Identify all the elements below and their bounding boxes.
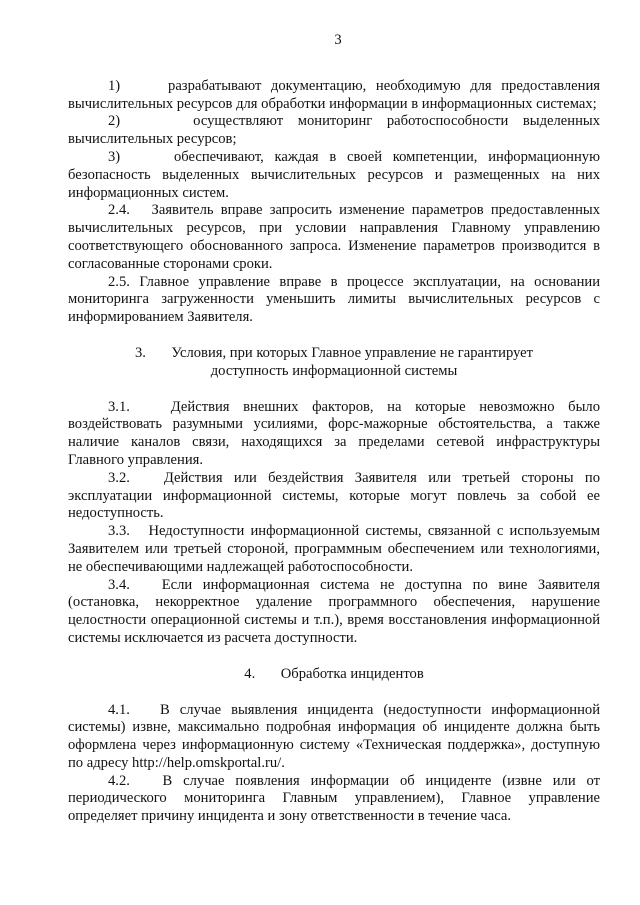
list-item: 3) обеспечивают, каждая в своей компетенции, информационную безопасность выделенных вычислительных ресурсов и размещенных на них информационных систем. <box>68 148 600 201</box>
page-number: 3 <box>334 32 342 48</box>
section4-heading: 4. Обработка инцидентов <box>244 665 424 682</box>
clause-2-4: 2.4. Заявитель вправе запросить изменение параметров предоставленных вычислительных ресурсов, при условии направления Главному управлению соответствующего обоснованного запроса. Изменение параметров производится в согласованные сторонами сроки. <box>68 202 600 272</box>
clause-4-2: 4.2. В случае появления информации об инциденте (извне или от периодического мониторинга Главным управлением), Главное управление определяет причину инцидента и зону ответственности в течение часа. <box>68 772 600 825</box>
section4 <box>68 666 600 826</box>
list-item: 1) разрабатывают документацию, необходимую для предоставления вычислительных ресурсов для обработки информации в информационных системах; <box>68 77 600 112</box>
list-item: 2) осуществляют мониторинг работоспособности выделенных вычислительных ресурсов; <box>68 113 600 148</box>
clause-3-3: 3.3. Недоступности информационной системы, связанной с используемым Заявителем или третьей стороной, программным обеспечением или технологиями, не обеспечивающими надлежащей работоспособности. <box>68 523 600 575</box>
clause-3-4: 3.4. Если информационная система не доступна по вине Заявителя (остановка, некорректное удаление программного обеспечения, нарушение целостности операционной системы и т.п.), время восстановления информационной системы исключается из расчета доступности. <box>68 576 600 646</box>
section3-heading-line1: 3. Условия, при которых Главное управление не гарантирует <box>134 344 534 361</box>
clause-4-1: 4.1. В случае выявления инцидента (недоступности информационной системы) извне, максимально подробная информация об инциденте должна быть оформлена через информационную систему «Техническая поддержка», доступную по адресу http://help.omskportal.ru/. <box>68 701 600 771</box>
clause-3-2: 3.2. Действия или бездействия Заявителя или третьей стороны по эксплуатации информационной системы, которые могут повлечь за собой ее недоступность. <box>68 469 600 522</box>
section3-heading-line2: доступность информационной системы <box>210 362 458 379</box>
section2-continuation <box>68 78 600 327</box>
section3 <box>68 345 600 648</box>
clause-2-5: 2.5. Главное управление вправе в процессе эксплуатации, на основании мониторинга загруженности уменьшить лимиты вычислительных ресурсов с информированием Заявителя. <box>68 273 600 326</box>
clause-3-1: 3.1. Действия внешних факторов, на которые невозможно было воздействовать разумными усилиями, форс-мажорные обстоятельства, а также наличие каналов связи, находящихся за пределами сетевой инфраструктуры Главного управления. <box>68 398 600 468</box>
